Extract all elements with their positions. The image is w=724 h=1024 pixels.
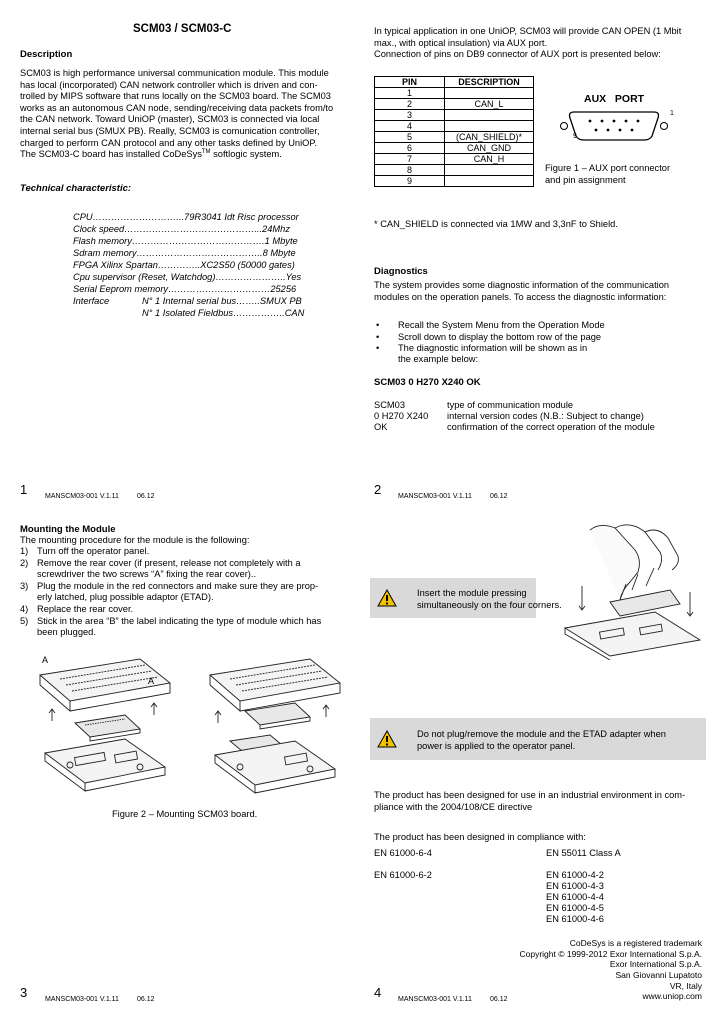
warning-icon <box>377 730 397 748</box>
step-number: 5) <box>20 615 29 626</box>
standard-right: EN 61000-4-2 <box>546 870 604 880</box>
table-cell: CAN_GND <box>445 143 534 154</box>
trademark-line: San Giovanni Lupatoto <box>615 969 702 980</box>
mounting-drawing-left <box>30 645 180 795</box>
trademark-block <box>519 938 702 1002</box>
interface-line: N° 1 Internal serial bus……..SMUX PB <box>142 296 302 306</box>
list-item <box>20 546 342 558</box>
shield-note: * CAN_SHIELD is connected via 1MW and 3,3nF to Shield. <box>374 219 618 229</box>
list-item <box>20 604 342 616</box>
warning-icon <box>377 589 397 607</box>
table-cell: 1 <box>375 88 445 99</box>
table-row <box>375 99 534 110</box>
intro-line: In typical application in one UniOP, SCM03 will provide CAN OPEN (1 Mbit <box>374 26 682 36</box>
list-item: • The diagnostic information will be shown as in <box>374 343 714 355</box>
trademark-line: Copyright © 1999-2012 Exor International S.p.A. <box>519 948 702 959</box>
interface-label: Interface <box>73 296 110 306</box>
db9-connector-icon <box>560 106 680 146</box>
table-cell: 3 <box>375 110 445 121</box>
mounting-heading: Mounting the Module <box>20 524 116 535</box>
warning-line: power is applied to the operator panel. <box>417 740 576 751</box>
compliance-line: pliance with the 2004/108/CE directive <box>374 801 533 812</box>
warning-line: Do not plug/remove the module and the ETAD adapter when <box>417 729 666 739</box>
website-link[interactable]: www.uniop.com <box>642 991 702 1002</box>
list-item <box>20 581 342 604</box>
figure-1-caption <box>545 163 695 186</box>
description-line: trolled by MIPS software that runs locally on the SCM03 board. The SCM03 <box>20 91 331 102</box>
table-row <box>375 132 534 143</box>
interface-line: N° 1 Isolated Fieldbus……………..CAN <box>142 308 305 318</box>
standard-left: EN 61000-6-4 <box>374 848 432 858</box>
footer-date: 06.12 <box>490 493 508 500</box>
standard-right: EN 61000-4-5 <box>546 903 604 913</box>
spec-line: Sdram memory…………………………………..8 Mbyte <box>73 248 296 258</box>
example-heading: SCM03 0 H270 X240 OK <box>374 377 481 388</box>
standard-right: EN 61000-4-4 <box>546 892 604 902</box>
description-line: works as an autonomous CAN node, sending/receiving data packets from/to <box>20 102 334 113</box>
table-cell: CAN_L <box>445 99 534 110</box>
footer-date: 06.12 <box>137 996 155 1003</box>
step-line: Replace the rear cover. <box>37 604 134 615</box>
bullet-continuation: the example below: <box>398 354 479 364</box>
table-cell <box>445 121 534 132</box>
pin-table <box>374 76 534 187</box>
table-cell: 8 <box>375 165 445 176</box>
intro-line: Connection of pins on DB9 connector of AUX port is presented below: <box>374 49 661 60</box>
standard-right: EN 61000-4-3 <box>546 881 604 891</box>
mounting-drawing-right <box>200 645 350 795</box>
spec-line: Flash memory…………………………………….1 Mbyte <box>73 236 298 246</box>
description-line: SCM03 is high performance universal communication module. This module <box>20 68 329 78</box>
label-a: A <box>148 676 155 686</box>
footer-code: MANSCM03-001 V.1.11 <box>45 493 119 500</box>
table-row <box>375 176 534 187</box>
table-row <box>375 165 534 176</box>
connector-pin-9-label: 9 <box>573 133 577 140</box>
table-row <box>375 121 534 132</box>
spec-line: FPGA Xilinx Spartan…………..XC2S50 (50000 gates) <box>73 260 295 270</box>
intro-line: max., with optical insulation) via AUX port. <box>374 37 548 48</box>
caption-line: Figure 1 – AUX port connector <box>545 163 671 173</box>
table-cell: 7 <box>375 154 445 165</box>
footer-code: MANSCM03-001 V.1.11 <box>398 493 472 500</box>
step-line: Turn off the operator panel. <box>37 546 150 556</box>
compliance-intro: The product has been designed in compliance with: <box>374 832 586 842</box>
standard-right: EN 55011 Class A <box>546 848 621 858</box>
footer-code: MANSCM03-001 V.1.11 <box>45 996 119 1003</box>
warning-text-1 <box>417 588 562 611</box>
table-row <box>375 154 534 165</box>
mounting-steps <box>20 546 342 639</box>
description-tail: softlogic system. <box>210 149 282 160</box>
table-header-row <box>375 77 534 88</box>
example-value: confirmation of the correct operation of the module <box>447 422 655 432</box>
step-line: Plug the module in the red connectors and make sure they are prop- <box>37 580 319 591</box>
trademark-sup: TM <box>201 149 211 156</box>
spec-line: Serial Eeprom memory……………………………25256 <box>73 284 297 294</box>
trademark-line: CoDeSys is a registered trademark <box>569 938 702 948</box>
description-heading: Description <box>20 49 73 60</box>
step-number: 2) <box>20 557 29 568</box>
step-number: 1) <box>20 546 29 556</box>
compliance-paragraph <box>374 790 714 813</box>
table-cell: 4 <box>375 121 445 132</box>
table-cell <box>445 176 534 187</box>
step-line: erly latched, plug possible adaptor (ETAD). <box>37 592 214 603</box>
connector-pin-1-label: 1 <box>670 110 674 117</box>
caption-line: and pin assignment <box>545 174 626 185</box>
aux-port-label: AUX PORT <box>584 93 645 105</box>
table-cell: 6 <box>375 143 445 154</box>
description-line: has local (incorporated) CAN network controller which is driven and con- <box>20 79 318 90</box>
table-cell <box>445 88 534 99</box>
table-cell: (CAN_SHIELD)* <box>445 132 534 143</box>
step-line: been plugged. <box>37 627 96 638</box>
page-number: 3 <box>20 985 28 1000</box>
description-line: the CAN network. Toward UniOP (master), SCM03 is connected via local <box>20 114 320 125</box>
diag-line: The system provides some diagnostic information of the communication <box>374 280 670 290</box>
description-text: The SCM03-C board has installed CoDeSys <box>20 149 202 160</box>
step-line: screwdriver the two screws “A” fixing the rear cover).. <box>37 569 257 580</box>
hand-pressing-drawing <box>560 520 710 660</box>
footer-date: 06.12 <box>137 493 155 500</box>
step-line: Stick in the area “B” the label indicating the type of module which has <box>37 615 322 626</box>
table-row <box>375 110 534 121</box>
description-paragraph <box>20 68 350 161</box>
list-item <box>20 616 342 639</box>
spec-line: CPU………………………...79R3041 Idt Risc processor <box>73 212 299 222</box>
example-value: type of communication module <box>447 400 574 410</box>
page-title: SCM03 / SCM03-C <box>133 23 232 35</box>
example-value: internal version codes (N.B.: Subject to change) <box>447 411 644 421</box>
list-item: • Scroll down to display the bottom row of the page <box>374 332 714 344</box>
table-cell: 5 <box>375 132 445 143</box>
warning-text-2 <box>417 729 666 752</box>
example-key: SCM03 <box>374 400 406 410</box>
diagnostics-paragraph <box>374 280 714 303</box>
description-line: charged to perform CAN protocol and any other tasks defined by UniOP. <box>20 137 317 148</box>
intro-paragraph <box>374 26 714 61</box>
diag-line: modules on the operation panels. To access the diagnostic information: <box>374 291 667 302</box>
example-key: OK <box>374 422 388 432</box>
warning-line: simultaneously on the four corners. <box>417 599 562 610</box>
warning-line: Insert the module pressing <box>417 588 527 598</box>
table-cell <box>445 110 534 121</box>
page-number: 4 <box>374 985 382 1000</box>
table-cell <box>445 165 534 176</box>
footer-code: MANSCM03-001 V.1.11 <box>398 996 472 1003</box>
spec-line: Clock speed……………………………………...24Mhz <box>73 224 290 234</box>
description-line: internal serial bus (SMUX PB). Really, SCM03 is comunication controller, <box>20 126 320 137</box>
standard-left: EN 61000-6-2 <box>374 870 432 880</box>
spec-line: Cpu supervisor (Reset, Watchdog)…………………..Yes <box>73 272 302 282</box>
diagnostics-steps <box>374 320 714 355</box>
step-number: 4) <box>20 604 29 615</box>
mounting-intro: The mounting procedure for the module is the following: <box>20 535 250 545</box>
step-line: Remove the rear cover (if present, release not completely with a <box>37 557 301 568</box>
table-header: DESCRIPTION <box>445 77 534 88</box>
description-line <box>20 149 350 161</box>
table-row <box>375 88 534 99</box>
figure-2-caption: Figure 2 – Mounting SCM03 board. <box>112 809 258 819</box>
table-cell: 9 <box>375 176 445 187</box>
trademark-line: VR, Italy <box>669 980 702 991</box>
page-number: 2 <box>374 482 382 497</box>
trademark-line: Exor International S.p.A. <box>609 959 702 970</box>
step-number: 3) <box>20 580 29 591</box>
diagnostics-heading: Diagnostics <box>374 266 428 277</box>
table-cell: CAN_H <box>445 154 534 165</box>
standard-right: EN 61000-4-6 <box>546 914 604 924</box>
label-a: A <box>42 655 49 665</box>
list-item: • Recall the System Menu from the Operation Mode <box>374 320 714 332</box>
list-item <box>20 558 342 581</box>
compliance-line: The product has been designed for use in an industrial environment in com- <box>374 790 686 800</box>
footer-date: 06.12 <box>490 996 508 1003</box>
page-number: 1 <box>20 482 28 497</box>
tech-heading: Technical characteristic: <box>20 183 132 194</box>
table-header: PIN <box>375 77 445 88</box>
table-cell: 2 <box>375 99 445 110</box>
example-key: 0 H270 X240 <box>374 411 429 421</box>
table-row <box>375 143 534 154</box>
